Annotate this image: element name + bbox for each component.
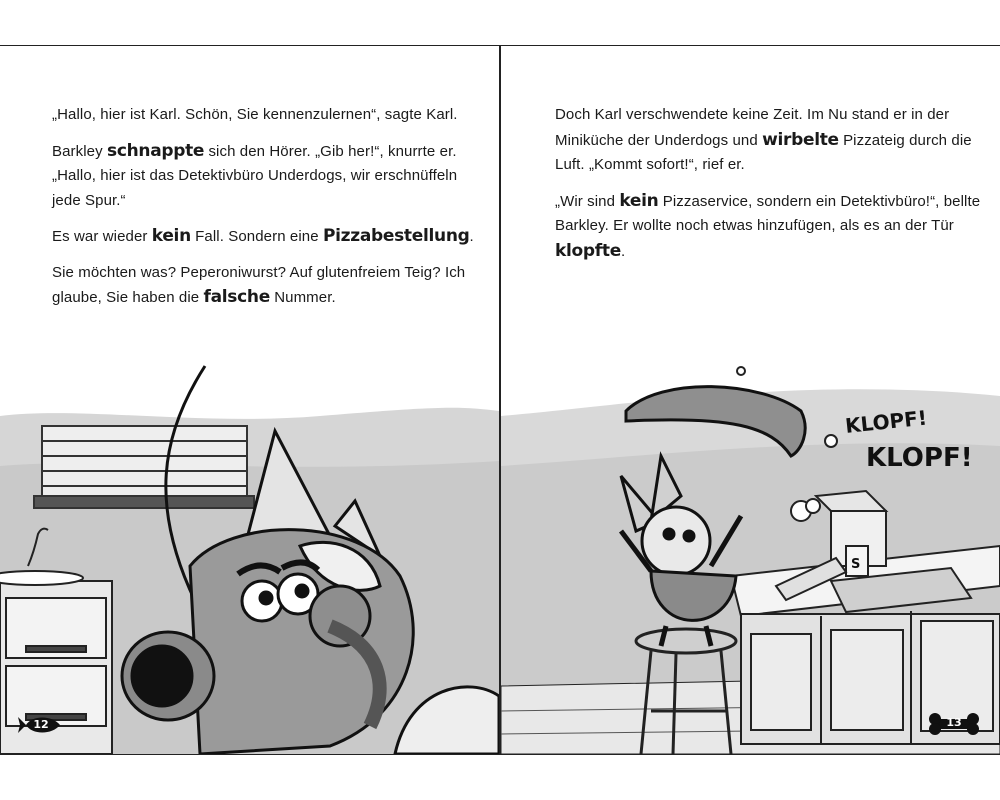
text-segment: Sie möchten was? Peperoniwurst? Auf glutenfreiem Teig? Ich glaube, Sie haben die <box>52 263 466 306</box>
left-page-text <box>52 103 482 322</box>
emphasized-word: klopfte <box>555 240 621 261</box>
page-number-marker-right <box>926 712 982 736</box>
sound-effect-klopf-1: KLOPF! <box>844 405 929 438</box>
text-segment: . <box>620 242 626 260</box>
emphasized-word: kein <box>151 226 191 246</box>
plate <box>0 571 83 585</box>
emphasized-word: wirbelte <box>762 129 839 150</box>
emphasized-word: kein <box>619 190 659 211</box>
paragraph <box>52 224 482 250</box>
right-page-text <box>555 103 985 275</box>
text-segment: . <box>469 228 474 245</box>
text-segment: „Hallo, hier ist Karl. Schön, Sie kennenzulernen“, sagte Karl. <box>52 106 458 123</box>
paragraph <box>52 261 482 311</box>
text-segment: Fall. Sondern eine <box>190 228 323 245</box>
paragraph <box>52 103 482 128</box>
left-illustration <box>0 346 499 754</box>
text-segment: Es war wieder <box>52 228 152 245</box>
text-segment: Doch Karl verschwendete keine Zeit. Im Nu stand er in der Miniküche der Underdogs und <box>555 106 950 149</box>
page-number-left: 12 <box>33 718 49 731</box>
text-segment: Pizzateig durch die Luft. „Kommt sofort!“, rief er. <box>555 131 972 173</box>
left-page <box>0 46 499 754</box>
emphasized-word: schnappte <box>107 140 205 161</box>
right-page <box>501 46 1000 754</box>
sound-effect-klopf-2: KLOPF! <box>866 443 973 473</box>
text-segment: Barkley <box>52 142 107 160</box>
text-segment: Nummer. <box>269 289 336 306</box>
page-number-marker-left <box>18 714 64 736</box>
paragraph <box>555 189 985 265</box>
emphasized-word: Pizzabestellung <box>322 226 470 246</box>
salt-label: S <box>851 557 861 572</box>
book-spread <box>0 45 1000 755</box>
window-blinds <box>34 426 254 508</box>
page-number-right: 13 <box>946 716 962 729</box>
paragraph <box>52 139 482 214</box>
paragraph <box>555 103 985 178</box>
text-segment: Pizzaservice, sondern ein Detektivbüro!“, bellte Barkley. Er wollte noch etwas hinzufügen, als es an der Tür <box>555 192 981 234</box>
emphasized-word: falsche <box>203 287 270 307</box>
text-segment: „Wir sind <box>555 192 620 210</box>
right-illustration <box>501 316 1000 754</box>
text-segment: sich den Hörer. „Gib her!“, knurrte er. „Hallo, hier ist das Detektivbüro Underdogs, wir erschnüffeln jede Spur.“ <box>52 142 458 209</box>
